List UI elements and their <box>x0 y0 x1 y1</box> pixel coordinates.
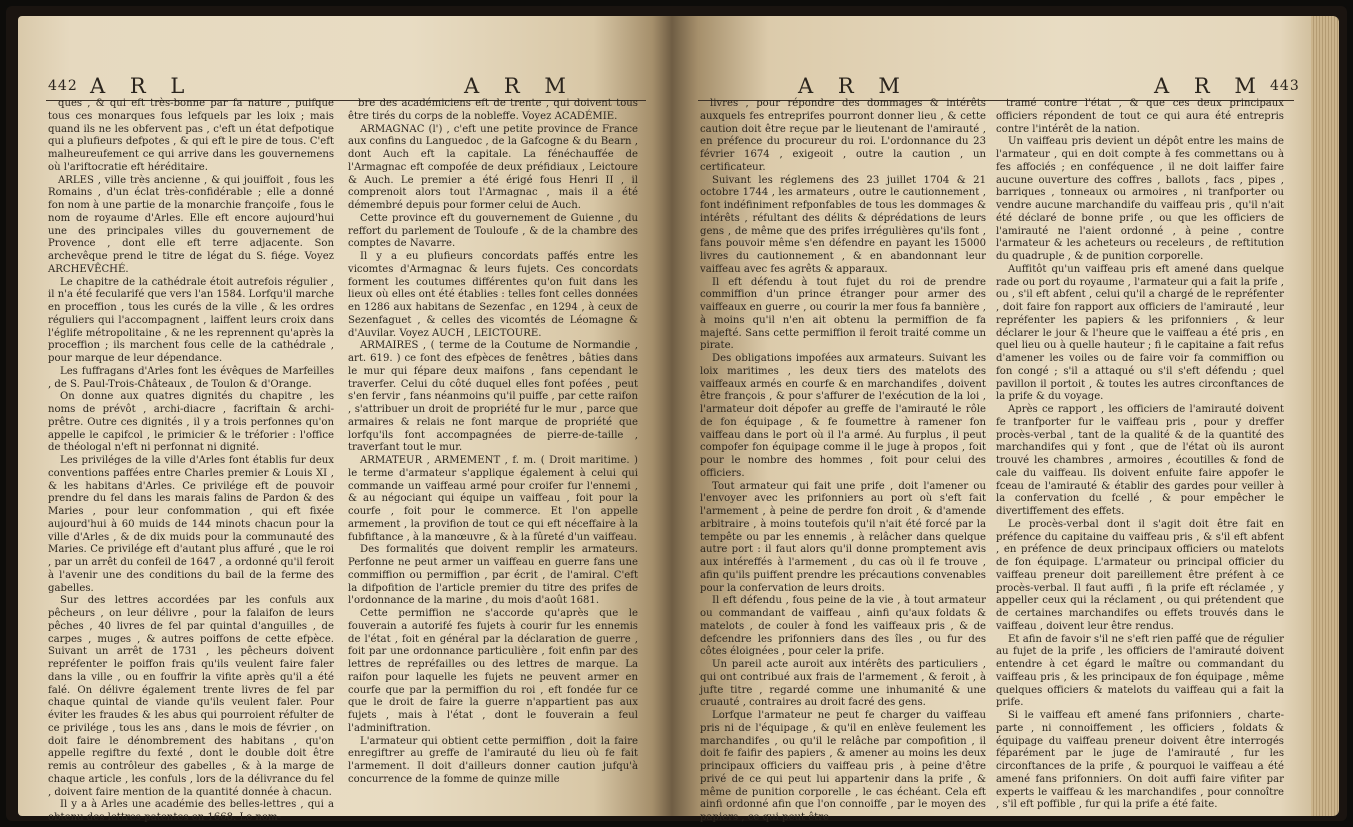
right-page-column-1 <box>700 98 986 823</box>
left-page-column-2 <box>348 98 638 798</box>
paragraph: bre des académiciens eft de trente , qui doivent tous être tirés du corps de la nobleffe. Voyez ACADÉMIE. <box>348 98 638 122</box>
paragraph: livres , pour répondre des dommages & intérêts auxquels fes entreprifes pourront donner lieu , & cette caution doit être reçue par le lieutenant de l'amirauté , en préfence du procureur du roi. L'ordonnance du 23 février 1674 , exigeoit , outre la caution , un certificateur. <box>700 98 986 173</box>
paragraph: Il y a eu plufieurs concordats paffés entre les vicomtes d'Armagnac & leurs fujets. Ces concordats forment les coutumes différentes qu'on fuit dans les lieux où elles ont été établies : telles font celles données en 1286 aux habitans de Sezenfac , en 1294 , à ceux de Sezenfaguet , & celles des vicomtés de Léomagne & d'Auvilar. Voyez AUCH , LEICTOURE. <box>348 251 638 339</box>
right-page <box>672 16 1319 823</box>
paragraph: Sur des lettres accordées par les confuls aux pêcheurs , on leur délivre , pour la falaifon de leurs pêches , 40 livres de fel par quintal d'anguilles , de carpes , muges , & autres poiffons de cette efpèce. Suivant un arrêt de 1731 , les pêcheurs doivent repréfenter le poiffon frais qu'ils veulent faire faler dans la ville , ou en fouffrir la vifite après qu'il a été falé. On délivre également trente livres de fel par chaque quintal de viande qu'ils veulent faler. Pour éviter les fraudes & les abus qui pourroient réfulter de ce privilége , tous les ans , dans le mois de février , on doit faire le dénombrement des habitans , qu'on appelle regiftre du fexté , dont le double doit être remis au contrôleur des gabelles , & à la marge de chaque article , les confuls , lors de la délivrance du fel , doivent faire mention de la quantité donnée à chacun. <box>48 595 334 798</box>
paragraph: ques , & qui eft très-bonne par fa nature , puifque tous ces monarques fous lefquels par les loix ; mais quand ils ne les obfervent pas , c'eft un état defpotique qui a plufieurs defpotes , & qui eft le pire de tous. C'eft malheureufement ce qui arrive dans les gouvernemens où l'ariftocratie eft héréditaire. <box>48 98 334 173</box>
paragraph: Suivant les réglemens des 23 juillet 1704 & 21 octobre 1744 , les armateurs , outre le cautionnement , font indéfiniment refponfables de tous les dommages & intérêts , réfultant des délits & déprédations de leurs gens , de même que des prifes irrégulières qu'ils font , fans pouvoir même s'en défendre en payant les 15000 livres du cautionnement , & en abandonnant leur vaiffeau avec fes agrêts & apparaux. <box>700 174 986 275</box>
paragraph: Un pareil acte auroit aux intérêts des particuliers , qui ont contribué aux frais de l'armement , & feroit , à jufte titre , regardé comme une inhumanité & une cruauté , contraires au droit facré des gens. <box>700 659 986 709</box>
paragraph: Et afin de favoir s'il ne s'eft rien paffé que de régulier au fujet de la prife , les officiers de l'amirauté doivent entendre à cet égard le maître ou commandant du vaiffeau pris , & les principaux de fon équipage , même quelques officiers & matelots du vaiffeau qui a fait la prife. <box>996 633 1284 709</box>
paragraph: Les fuffragans d'Arles font les évêques de Marfeilles , de S. Paul-Trois-Châteaux , de Toulon & d'Orange. <box>48 365 334 390</box>
right-running-head-text-2: A R M <box>1154 74 1265 98</box>
paragraph: tramé contre l'état , & que ces deux principaux officiers répondent de tout ce qui aura été entrepris contre l'intérêt de la nation. <box>996 98 1284 135</box>
paragraph: Le chapitre de la cathédrale étoit autrefois régulier , il n'a été fecularifé que vers l'an 1584. Lorfqu'il marche en proceffion , tous les curés de la ville , & les ordres réguliers qui l'accompagnent , laiffent leurs croix dans l'églife métropolitaine , & ne les reprennent qu'après la proceffion ; ils marchent fous celle de la cathédrale , pour marque de leur dépendance. <box>48 276 334 364</box>
paragraph: Il eft défendu , fous peine de la vie , à tout armateur ou commandant de vaiffeau , ainfi qu'aux foldats & matelots , de couler à fond les vaiffeaux pris , & de defcendre les prifonniers dans des îles , ou fur des côtes éloignées , pour celer la prife. <box>700 595 986 658</box>
paragraph: ARMAGNAC (l') , c'eft une petite province de France aux confins du Languedoc , de la Gafcogne & du Bearn , dont Auch eft la capitale. La fénéchauffée de l'Armagnac eft compofée de deux préfidiaux , Leictoure & Auch. Le premier a été érigé fous Henri II , il comprenoit alors tout l'Armagnac , mais il a été démembré depuis pour former celui de Auch. <box>348 123 638 211</box>
paragraph: Après ce rapport , les officiers de l'amirauté doivent fe tranfporter fur le vaiffeau pris , pour y dreffer procès-verbal , tant de la qualité & de la quantité des marchandifes qui y font , que de l'état où ils auront trouvé les chambres , armoires , écoutilles & fond de cale du vaiffeau. Ils doivent enfuite faire appofer le fceau de l'amirauté & établir des gardes pour veiller à la confervation du fcellé , & pour empêcher le divertiffement des effets. <box>996 404 1284 517</box>
right-running-head <box>672 74 1319 100</box>
left-page-number: 442 <box>48 78 78 94</box>
paragraph: Des obligations impofées aux armateurs. Suivant les loix maritimes , les deux tiers des matelots des vaiffeaux armés en courfe & en marchandifes , doivent être françois , & pour s'affurer de l'exécution de la loi , l'armateur doit dépofer au greffe de l'amirauté le rôle de fon équipage , & fe foumettre à ramener fon vaiffeau dans le port où il l'a armé. Au furplus , il peut compofer fon équipage comme il le juge à propos , foit pour le nombre des hommes , foit pour celui des officiers. <box>700 353 986 479</box>
paragraph: ARMAIRES , ( terme de la Coutume de Normandie , art. 619. ) ce font des efpèces de fenêtres , bâties dans le mur qui fépare deux maifons , fans cependant le traverfer. Celui du côté duquel elles font pofées , peut s'en fervir , fans néanmoins qu'il puiffe , par cette raifon , s'attribuer un droit de propriété fur le mur , parce que armaires & relais ne font marque de propriété que lorfqu'ils font accompagnées de pierre-de-taille , traverfant tout le mur. <box>348 340 638 454</box>
paragraph: Les priviléges de la ville d'Arles font établis fur deux conventions paffées entre Charles premier & Louis XI , & les habitans d'Arles. Ce privilége eft de pouvoir prendre du fel dans les marais falins de Pardon & des Maries , pour leur confommation , qui eft fixée aujourd'hui à 60 muids de 144 minots chacun pour la ville d'Arles , & de dix muids pour la communauté des Maries. Ce privilége eft d'autant plus affuré , que le roi , par un arrêt du confeil de 1647 , a ordonné qu'il feroit à l'avenir une des conditions du bail de la ferme des gabelles. <box>48 455 334 594</box>
paragraph: Cette permiffion ne s'accorde qu'après que le fouverain a autorifé fes fujets à courir fur les ennemis de l'état , foit en général par la déclaration de guerre , foit par une ordonnance particulière , foit enfin par des lettres de repréfailles ou des lettres de marque. La raifon pour laquelle les fujets ne peuvent armer en courfe que par la permiffion du roi , eft fondée fur ce que le droit de faire la guerre n'appartient pas aux fujets , mais à l'état , dont le fouverain a feul l'adminiftration. <box>348 608 638 734</box>
left-running-head-text: A R L <box>90 74 194 98</box>
paragraph: ARLES , ville très ancienne , & qui jouiffoit , fous les Romains , d'un éclat très-confidérable ; elle a donné fon nom à une partie de la monarchie françoife , fous le nom de royaume d'Arles. Elle eft encore aujourd'hui une des principales villes du gouvernement de Provence , dont elle eft terre adjacente. Son archevêque prend le titre de légat du S. fiége. Voyez ARCHEVÊCHÉ. <box>48 174 334 275</box>
paragraph: Si le vaiffeau eft amené fans prifonniers , charte-parte , ni connoiffement , les officiers , foldats & équipage du vaiffeau preneur doivent être interrogés féparément par le juge de l'amirauté , fur les circonftances de la prife , & pourquoi le vaiffeau a été amené fans prifonniers. On doit auffi faire vifiter par experts le vaiffeau & les marchandifes , pour connoître , s'il eft poffible , fur qui la prife a été faite. <box>996 710 1284 811</box>
paragraph: Tout armateur qui fait une prife , doit l'amener ou l'envoyer avec les prifonniers au port où s'eft fait l'armement , à peine de perdre fon droit , & d'amende arbitraire , à moins toutefois qu'il n'ait été forcé par la tempête ou par les ennemis , à relâcher dans quelque autre port : il faut alors qu'il donne promptement avis aux intéreffés à l'armement , du cas où il fe trouve , afin qu'ils puiffent prendre les précautions convenables pour la confervation de leurs droits. <box>700 480 986 594</box>
paragraph: L'armateur qui obtient cette permiffion , doit la faire enregiftrer au greffe de l'amirauté du lieu où fe fait l'armement. Il doit d'ailleurs donner caution jufqu'à concurrence de la fomme de quinze mille <box>348 735 638 785</box>
paragraph: Il eft défendu à tout fujet du roi de prendre commiffion d'un prince étranger pour armer des vaiffeaux en guerre , ou courir la mer fous fa bannière , à moins qu'il n'en ait obtenu la permiffion de fa majefté. Sans cette permiffion il feroit traité comme un pirate. <box>700 276 986 352</box>
left-running-head-text-2: A R M <box>464 74 575 98</box>
left-page-column-1 <box>48 98 334 823</box>
left-page <box>18 16 672 823</box>
paragraph: Un vaiffeau pris devient un dépôt entre les mains de l'armateur , qui en doit compte à fes commettans ou à fes affociés ; en conféquence , il ne doit laiffer faire aucune ouverture des coffres , ballots , facs , pipes , barriques , tonneaux ou armoires , ni tranfporter ou vendre aucune marchandife du vaiffeau pris , qu'il n'ait été déclaré de bonne prife , ou que les officiers de l'amirauté ne l'aient ordonné , à peine , contre l'armateur & les acheteurs ou receleurs , de reftitution du quadruple , & de punition corporelle. <box>996 136 1284 262</box>
paragraph: Il y a à Arles une académie des belles-lettres , qui a obtenu des lettres-patentes en 1668. Le nom- <box>48 799 334 823</box>
right-page-number: 443 <box>1270 78 1300 94</box>
right-running-head-text: A R M <box>798 74 909 98</box>
page-edges <box>1311 16 1339 816</box>
paragraph: Des formalités que doivent remplir les armateurs. Perfonne ne peut armer un vaiffeau en guerre fans une commiffion ou permiffion , par écrit , de l'amiral. C'eft la difpofition de l'article premier du titre des prifes de l'ordonnance de la marine , du mois d'août 1681. <box>348 544 638 607</box>
paragraph: Le procès-verbal dont il s'agit doit être fait en préfence du capitaine du vaiffeau pris , & s'il eft abfent , en préfence de deux principaux officiers ou matelots de fon équipage. L'armateur ou principal officier du vaiffeau preneur doit pareillement être préfent à ce procès-verbal. Il faut auffi , fi la prife eft réclamée , y appeller ceux qui la réclament , ou qui prétendent que de certaines marchandifes ou effets trouvés dans le vaiffeau , doivent leur être rendus. <box>996 518 1284 632</box>
paragraph: Cette province eft du gouvernement de Guienne , du reffort du parlement de Touloufe , & de la chambre des comptes de Navarre. <box>348 212 638 250</box>
paragraph: Auffitôt qu'un vaiffeau pris eft amené dans quelque rade ou port du royaume , l'armateur qui a fait la prife , ou , s'il eft abfent , celui qu'il a chargé de le repréfenter , doit faire fon rapport aux officiers de l'amirauté , leur repréfenter les papiers & les prifonniers , & leur déclarer le jour & l'heure que le vaiffeau a été pris , en quel lieu ou à quelle hauteur ; fi le capitaine a fait refus d'amener les voiles ou de faire voir fa commiffion ou fon congé ; s'il a attaqué ou s'il s'eft défendu ; quel pavillon il portoit , & toutes les autres circonftances de la prife & du voyage. <box>996 263 1284 403</box>
paragraph: On donne aux quatres dignités du chapitre , les noms de prévôt , archi-diacre , facriftain & archi-prêtre. Outre ces dignités , il y a trois perfonnes qu'on appelle le capifcol , le primicier & le tréforier : l'office de théologal n'eft ni perfonnat ni dignité. <box>48 391 334 454</box>
right-page-column-2 <box>996 98 1284 811</box>
paragraph: ARMATEUR , ARMEMENT , f. m. ( Droit maritime. ) le terme d'armateur s'applique également à celui qui commande un vaiffeau armé pour croifer fur l'ennemi , & au négociant qui équipe un vaiffeau , foit pour la courfe , foit pour le commerce. Et l'on appelle armement , la provifion de tout ce qui eft néceffaire à la fubfiftance , à la manœuvre , & à la fûreté d'un vaiffeau. <box>348 455 638 543</box>
left-running-head <box>18 74 672 100</box>
book <box>6 6 1347 821</box>
paragraph: Lorfque l'armateur ne peut fe charger du vaiffeau pris ni de l'équipage , & qu'il en enlève feulement les marchandifes , ou qu'il le relâche par compofition , il doit fe faifir des papiers , & amener au moins les deux principaux officiers du vaiffeau pris , à peine d'être privé de ce qui peut lui appartenir dans la prife , & même de punition corporelle , le cas échéant. Cela eft ainfi ordonné afin que l'on connoiffe , par le moyen des papiers , ce qui peut être <box>700 710 986 823</box>
